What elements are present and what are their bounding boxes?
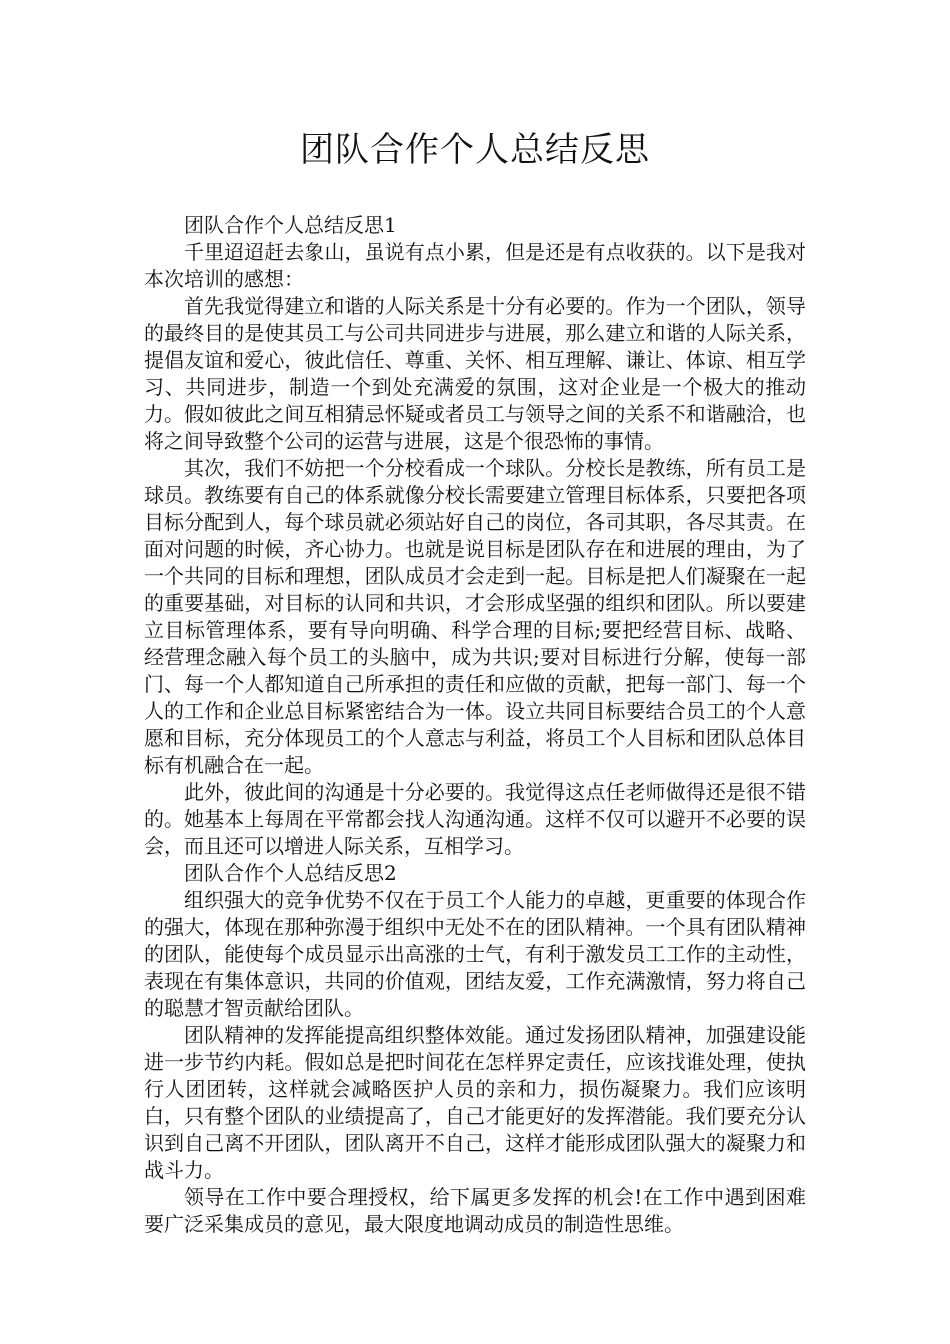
document-title: 团队合作个人总结反思 — [300, 130, 650, 170]
body-paragraph: 领导在工作中要合理授权，给下属更多发挥的机会!在工作中遇到困难要广泛采集成员的意见，最大限度地调动成员的制造性思维。 — [144, 1185, 806, 1236]
body-paragraph: 组织强大的竞争优势不仅在于员工个人能力的卓越，更重要的体现合作的强大，体现在那种弥漫于组织中无处不在的团队精神。一个具有团队精神的团队，能使每个成员显示出高涨的士气，有利于激发员工工作的主动性，表现在有集体意识，共同的价值观，团结友爱，工作充满激情，努力将自己的聪慧才智贡献给团队。 — [144, 888, 806, 1020]
document-page — [144, 118, 806, 1238]
body-paragraph: 此外，彼此间的沟通是十分必要的。我觉得这点任老师做得还是很不错的。她基本上每周在平常都会找人沟通沟通。这样不仅可以避开不必要的误会，而且还可以增进人际关系，互相学习。 — [144, 780, 806, 858]
section-heading-2: 团队合作个人总结反思2 — [184, 861, 397, 885]
section-heading-1: 团队合作个人总结反思1 — [184, 213, 397, 237]
body-paragraph: 团队精神的发挥能提高组织整体效能。通过发扬团队精神，加强建设能进一步节约内耗。假如总是把时间花在怎样界定责任，应该找谁处理，使执行人团团转，这样就会减略医护人员的亲和力，损伤凝聚力。我们应该明白，只有整个团队的业绩提高了，自己才能更好的发挥潜能。我们要充分认识到自己离不开团队，团队离开不自己，这样才能形成团队强大的凝聚力和战斗力。 — [144, 1023, 806, 1182]
body-paragraph: 其次，我们不妨把一个分校看成一个球队。分校长是教练，所有员工是球员。教练要有自己的体系就像分校长需要建立管理目标体系，只要把各项目标分配到人，每个球员就必须站好自己的岗位，各司其职，各尽其责。在面对问题的时候，齐心协力。也就是说目标是团队存在和进展的理由，为了一个共同的目标和理想，团队成员才会走到一起。目标是把人们凝聚在一起的重要基础，对目标的认同和共识，才会形成坚强的组织和团队。所以要建立目标管理体系，要有导向明确、科学合理的目标;要把经营目标、战略、经营理念融入每个员工的头脑中，成为共识;要对目标进行分解，使每一部门、每一个人都知道自己所承担的责任和应做的贡献，把每一部门、每一个人的工作和企业总目标紧密结合为一体。设立共同目标要结合员工的个人意愿和目标，充分体现员工的个人意志与利益，将员工个人目标和团队总体目标有机融合在一起。 — [144, 456, 806, 777]
body-paragraph: 首先我觉得建立和谐的人际关系是十分有必要的。作为一个团队，领导的最终目的是使其员工与公司共同进步与进展，那么建立和谐的人际关系，提倡友谊和爱心，彼此信任、尊重、关怀、相互理解、谦让、体谅、相互学习、共同进步，制造一个到处充满爱的氛围，这对企业是一个极大的推动力。假如彼此之间互相猜忌怀疑或者员工与领导之间的关系不和谐融洽，也将之间导致整个公司的运营与进展，这是个很恐怖的事情。 — [144, 294, 806, 453]
body-paragraph: 千里迢迢赶去象山，虽说有点小累，但是还是有点收获的。以下是我对本次培训的感想： — [144, 240, 806, 291]
